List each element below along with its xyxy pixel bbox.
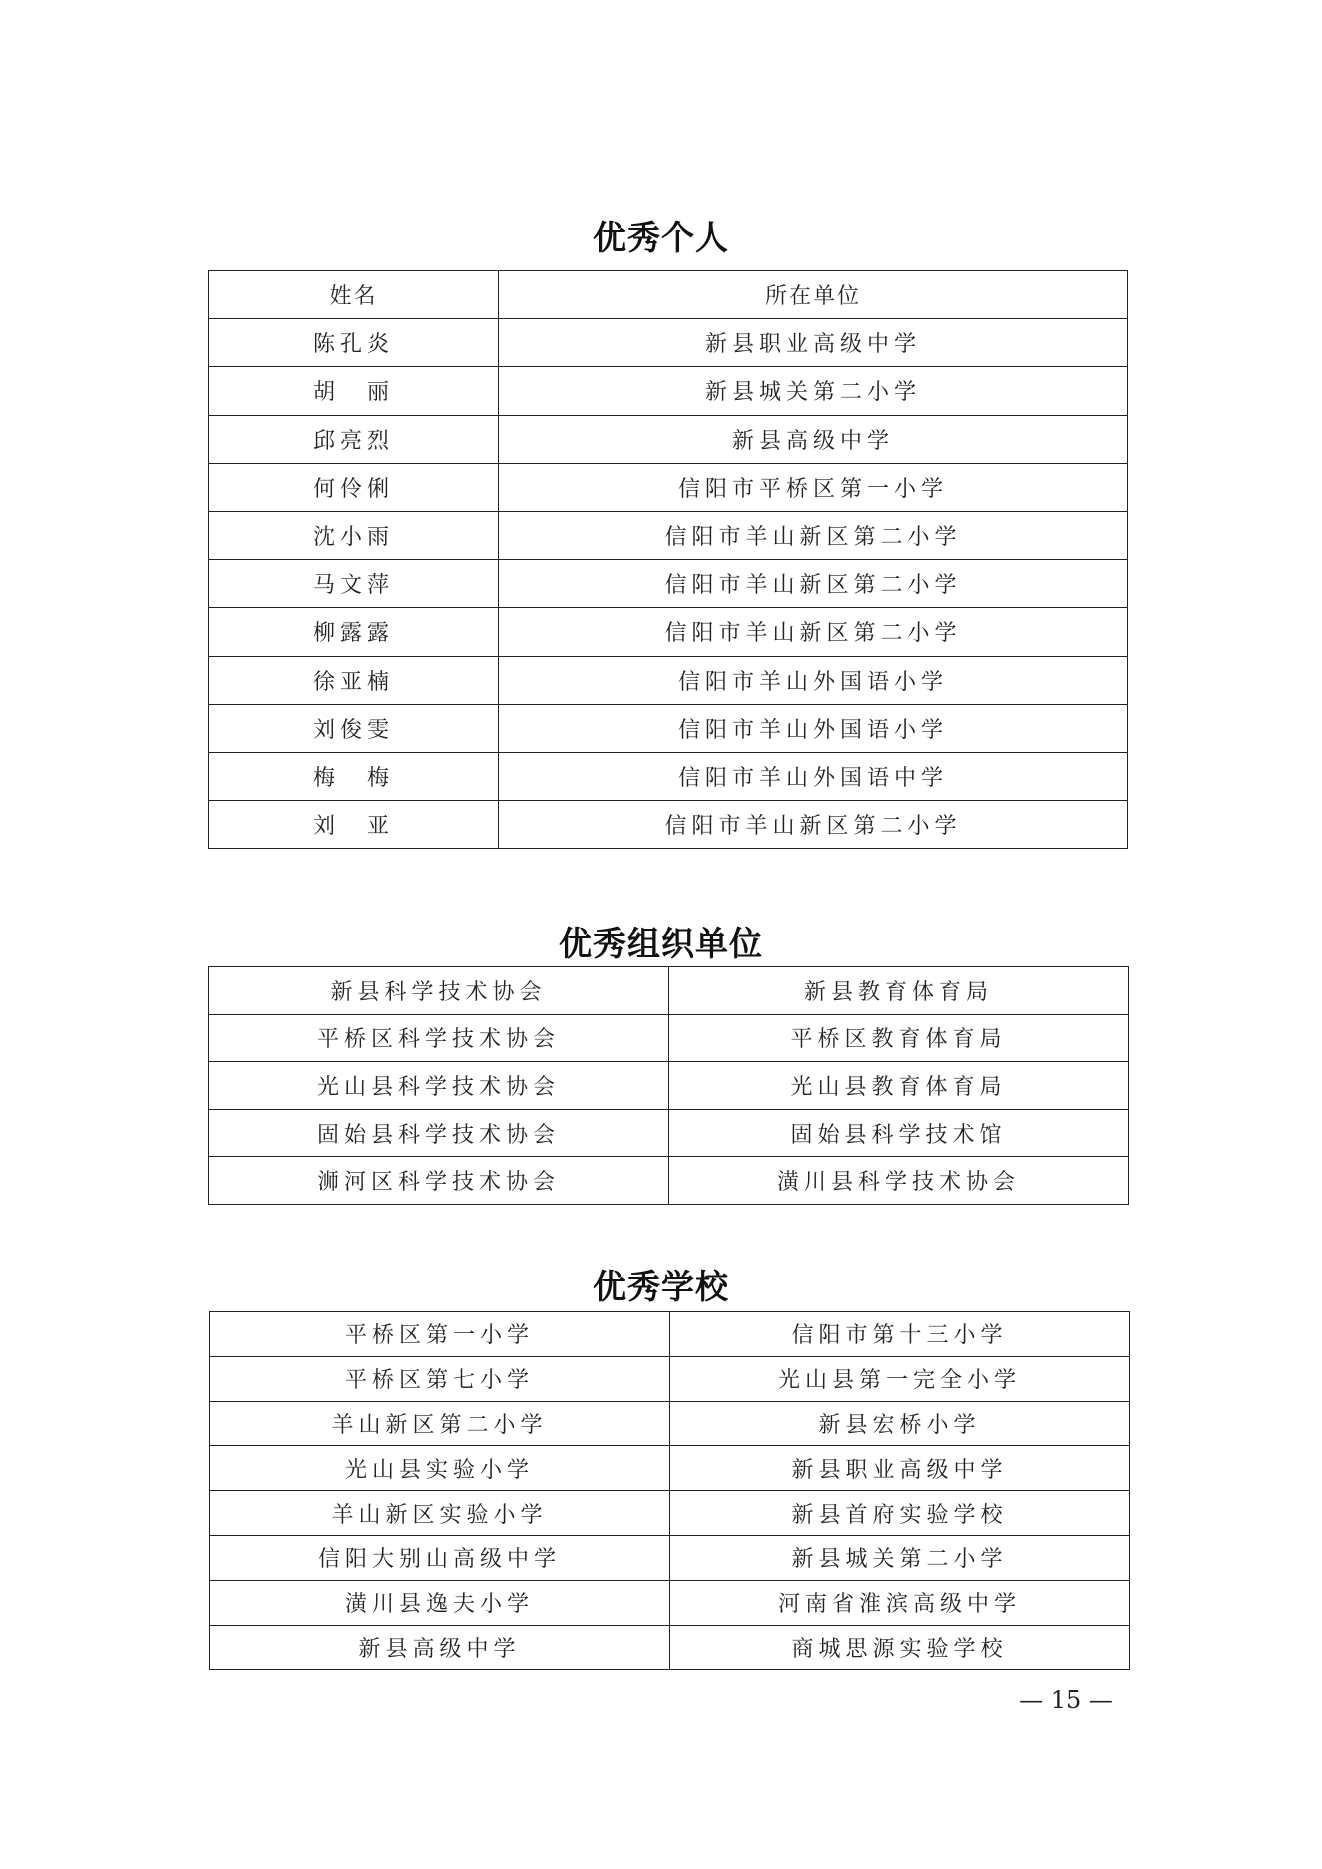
school-right: 新县首府实验学校	[670, 1491, 1130, 1536]
school-left: 信阳大别山高级中学	[210, 1535, 670, 1580]
person-unit: 新县职业高级中学	[499, 319, 1128, 367]
school-right: 商城思源实验学校	[670, 1625, 1130, 1670]
school-right: 新县城关第二小学	[670, 1535, 1130, 1580]
table-row	[210, 1401, 1130, 1446]
table-row	[210, 1625, 1130, 1670]
table-header-row	[209, 271, 1128, 319]
person-unit: 信阳市平桥区第一小学	[499, 463, 1128, 511]
table-row	[209, 801, 1128, 849]
schools-title: 优秀学校	[593, 1267, 729, 1306]
table-row	[209, 1109, 1129, 1157]
organizations-table	[208, 966, 1129, 1205]
organizations-title: 优秀组织单位	[559, 924, 763, 963]
person-unit: 信阳市羊山新区第二小学	[499, 801, 1128, 849]
person-unit: 信阳市羊山外国语小学	[499, 656, 1128, 704]
person-unit: 信阳市羊山外国语中学	[499, 752, 1128, 800]
person-name: 柳露露	[209, 608, 499, 656]
table-row	[210, 1446, 1130, 1491]
table-row	[209, 967, 1129, 1015]
person-name: 胡 丽	[209, 367, 499, 415]
school-right: 新县职业高级中学	[670, 1446, 1130, 1491]
table-row	[209, 415, 1128, 463]
schools-table	[209, 1311, 1130, 1670]
person-name: 邱亮烈	[209, 415, 499, 463]
person-unit: 信阳市羊山新区第二小学	[499, 560, 1128, 608]
school-left: 羊山新区实验小学	[210, 1491, 670, 1536]
school-right: 光山县第一完全小学	[670, 1356, 1130, 1401]
table-row	[209, 608, 1128, 656]
school-left: 光山县实验小学	[210, 1446, 670, 1491]
individuals-table	[208, 270, 1128, 849]
table-row	[209, 367, 1128, 415]
org-right: 光山县教育体育局	[669, 1062, 1129, 1110]
table-row	[209, 656, 1128, 704]
page-number: — 15 —	[1019, 1686, 1113, 1714]
school-left: 平桥区第七小学	[210, 1356, 670, 1401]
table-row	[210, 1356, 1130, 1401]
table-row	[209, 463, 1128, 511]
table-row	[210, 1312, 1130, 1357]
school-right: 新县宏桥小学	[670, 1401, 1130, 1446]
header-name: 姓名	[209, 271, 499, 319]
table-row	[209, 319, 1128, 367]
person-unit: 新县高级中学	[499, 415, 1128, 463]
table-row	[209, 1157, 1129, 1205]
table-row	[210, 1580, 1130, 1625]
table-row	[210, 1491, 1130, 1536]
table-row	[209, 511, 1128, 559]
org-left: 新县科学技术协会	[209, 967, 669, 1015]
person-name: 沈小雨	[209, 511, 499, 559]
person-name: 梅 梅	[209, 752, 499, 800]
org-right: 平桥区教育体育局	[669, 1014, 1129, 1062]
person-name: 徐亚楠	[209, 656, 499, 704]
header-unit: 所在单位	[499, 271, 1128, 319]
table-row	[209, 752, 1128, 800]
person-unit: 信阳市羊山外国语小学	[499, 704, 1128, 752]
table-row	[209, 560, 1128, 608]
person-name: 刘俊雯	[209, 704, 499, 752]
person-name: 何伶俐	[209, 463, 499, 511]
org-left: 平桥区科学技术协会	[209, 1014, 669, 1062]
table-row	[209, 1014, 1129, 1062]
org-left: 光山县科学技术协会	[209, 1062, 669, 1110]
org-left: 浉河区科学技术协会	[209, 1157, 669, 1205]
school-right: 信阳市第十三小学	[670, 1312, 1130, 1357]
table-row	[209, 704, 1128, 752]
org-right: 固始县科学技术馆	[669, 1109, 1129, 1157]
person-unit: 新县城关第二小学	[499, 367, 1128, 415]
person-name: 陈孔炎	[209, 319, 499, 367]
org-right: 新县教育体育局	[669, 967, 1129, 1015]
table-row	[209, 1062, 1129, 1110]
school-left: 潢川县逸夫小学	[210, 1580, 670, 1625]
person-unit: 信阳市羊山新区第二小学	[499, 608, 1128, 656]
individuals-title: 优秀个人	[593, 218, 729, 257]
school-left: 羊山新区第二小学	[210, 1401, 670, 1446]
person-name: 马文萍	[209, 560, 499, 608]
school-left: 平桥区第一小学	[210, 1312, 670, 1357]
school-left: 新县高级中学	[210, 1625, 670, 1670]
person-name: 刘 亚	[209, 801, 499, 849]
org-right: 潢川县科学技术协会	[669, 1157, 1129, 1205]
person-unit: 信阳市羊山新区第二小学	[499, 511, 1128, 559]
school-right: 河南省淮滨高级中学	[670, 1580, 1130, 1625]
table-row	[210, 1535, 1130, 1580]
org-left: 固始县科学技术协会	[209, 1109, 669, 1157]
